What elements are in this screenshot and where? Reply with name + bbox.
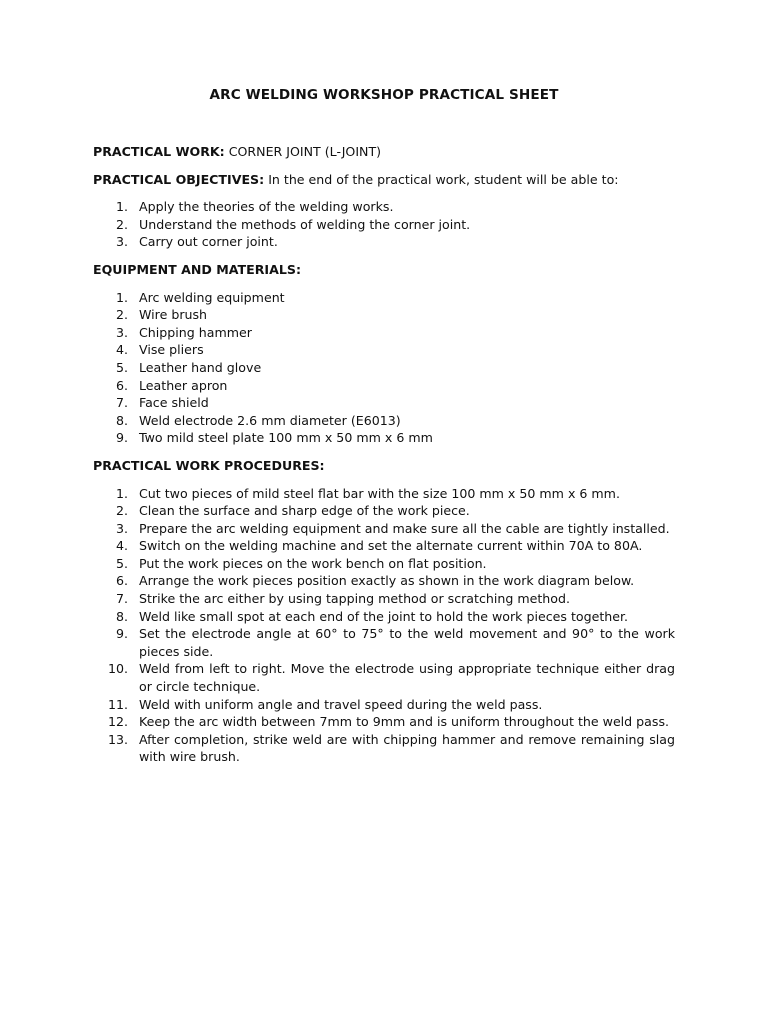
list-item	[93, 233, 675, 251]
list-item-text: Set the electrode angle at 60° to 75° to the weld movement and 90° to the work pieces side.	[139, 626, 675, 659]
list-item-number: 1.	[115, 289, 128, 305]
list-item-number: 2.	[115, 503, 128, 519]
list-item-number: 4.	[115, 342, 128, 358]
list-item-number: 6.	[115, 377, 128, 393]
list-item-number: 13.	[107, 731, 128, 747]
list-item-text: Prepare the arc welding equipment and make sure all the cable are tightly installed.	[139, 520, 670, 536]
procedures-list	[93, 485, 675, 767]
list-item	[93, 216, 675, 234]
list-item-text: Arc welding equipment	[139, 289, 285, 305]
list-item-text: Understand the methods of welding the corner joint.	[139, 216, 471, 232]
list-item	[93, 608, 675, 626]
list-item	[93, 502, 675, 520]
list-item	[93, 324, 675, 342]
list-item-number: 12.	[107, 714, 128, 730]
list-item-text: Leather apron	[139, 377, 228, 393]
list-item-text: Arrange the work pieces position exactly as shown in the work diagram below.	[139, 573, 635, 589]
list-item-number: 3.	[115, 234, 128, 250]
list-item	[93, 625, 675, 660]
list-item	[93, 731, 675, 766]
list-item-text: Face shield	[139, 395, 209, 411]
list-item-text: Put the work pieces on the work bench on flat position.	[139, 555, 487, 571]
objectives-label: PRACTICAL OBJECTIVES:	[93, 171, 265, 187]
list-item	[93, 713, 675, 731]
list-item-number: 3.	[115, 520, 128, 536]
list-item	[93, 412, 675, 430]
list-item	[93, 341, 675, 359]
list-item-text: Strike the arc either by using tapping method or scratching method.	[139, 591, 570, 607]
list-item	[93, 485, 675, 503]
list-item	[93, 555, 675, 573]
list-item-text: Weld with uniform angle and travel speed during the weld pass.	[139, 696, 543, 712]
list-item	[93, 394, 675, 412]
list-item-text: Two mild steel plate 100 mm x 50 mm x 6 mm	[139, 430, 433, 446]
list-item	[93, 590, 675, 608]
list-item	[93, 660, 675, 695]
list-item-text: After completion, strike weld are with chipping hammer and remove remaining slag with wire brush.	[139, 731, 675, 765]
list-item-number: 5.	[115, 555, 128, 571]
list-item-text: Keep the arc width between 7mm to 9mm and is uniform throughout the weld pass.	[139, 714, 670, 730]
list-item-text: Clean the surface and sharp edge of the work piece.	[139, 503, 470, 519]
list-item-text: Apply the theories of the welding works.	[139, 199, 394, 215]
list-item-number: 7.	[115, 395, 128, 411]
list-item-text: Vise pliers	[139, 342, 204, 358]
list-item-number: 4.	[115, 538, 128, 554]
list-item-number: 8.	[115, 412, 128, 428]
list-item-number: 7.	[115, 591, 128, 607]
objectives-intro: In the end of the practical work, student will be able to:	[268, 171, 619, 187]
list-item-number: 8.	[115, 608, 128, 624]
list-item-text: Weld from left to right. Move the electrode using appropriate technique either drag or circle technique.	[139, 661, 675, 695]
list-item-text: Weld electrode 2.6 mm diameter (E6013)	[139, 412, 401, 428]
list-item	[93, 359, 675, 377]
list-item-text: Switch on the welding machine and set the alternate current within 70A to 80A.	[139, 538, 643, 554]
list-item-number: 3.	[115, 324, 128, 340]
list-item-text: Weld like small spot at each end of the joint to hold the work pieces together.	[139, 608, 629, 624]
practical-work-label: PRACTICAL WORK:	[93, 144, 225, 159]
list-item-number: 6.	[115, 573, 128, 589]
list-item-number: 1.	[115, 485, 128, 501]
document-body	[93, 143, 675, 776]
equipment-list	[93, 289, 675, 447]
list-item-text: Wire brush	[139, 307, 208, 323]
list-item-number: 11.	[107, 696, 128, 712]
list-item-text: Leather hand glove	[139, 359, 262, 375]
list-item-number: 1.	[115, 199, 128, 215]
list-item	[93, 537, 675, 555]
list-item	[93, 429, 675, 447]
objectives-list	[93, 198, 675, 251]
list-item	[93, 520, 675, 538]
list-item-number: 9.	[115, 626, 128, 642]
list-item-number: 9.	[115, 430, 128, 446]
document-title: ARC WELDING WORKSHOP PRACTICAL SHEET	[209, 87, 559, 103]
list-item-text: Chipping hammer	[139, 324, 252, 340]
list-item-text: Cut two pieces of mild steel flat bar with the size 100 mm x 50 mm x 6 mm.	[139, 485, 620, 501]
list-item-number: 2.	[115, 307, 128, 323]
list-item-number: 5.	[115, 359, 128, 375]
list-item-text: Carry out corner joint.	[139, 234, 278, 250]
list-item	[93, 289, 675, 307]
list-item	[93, 377, 675, 395]
practical-work-value: CORNER JOINT (L-JOINT)	[228, 144, 382, 159]
equipment-heading: EQUIPMENT AND MATERIALS:	[93, 261, 301, 277]
objectives-line	[93, 171, 675, 189]
list-item-number: 10.	[107, 661, 128, 677]
practical-work-line	[93, 143, 675, 161]
list-item-number: 2.	[115, 216, 128, 232]
list-item	[93, 696, 675, 714]
list-item	[93, 198, 675, 216]
list-item	[93, 306, 675, 324]
procedures-heading: PRACTICAL WORK PROCEDURES:	[93, 457, 325, 473]
list-item	[93, 572, 675, 590]
